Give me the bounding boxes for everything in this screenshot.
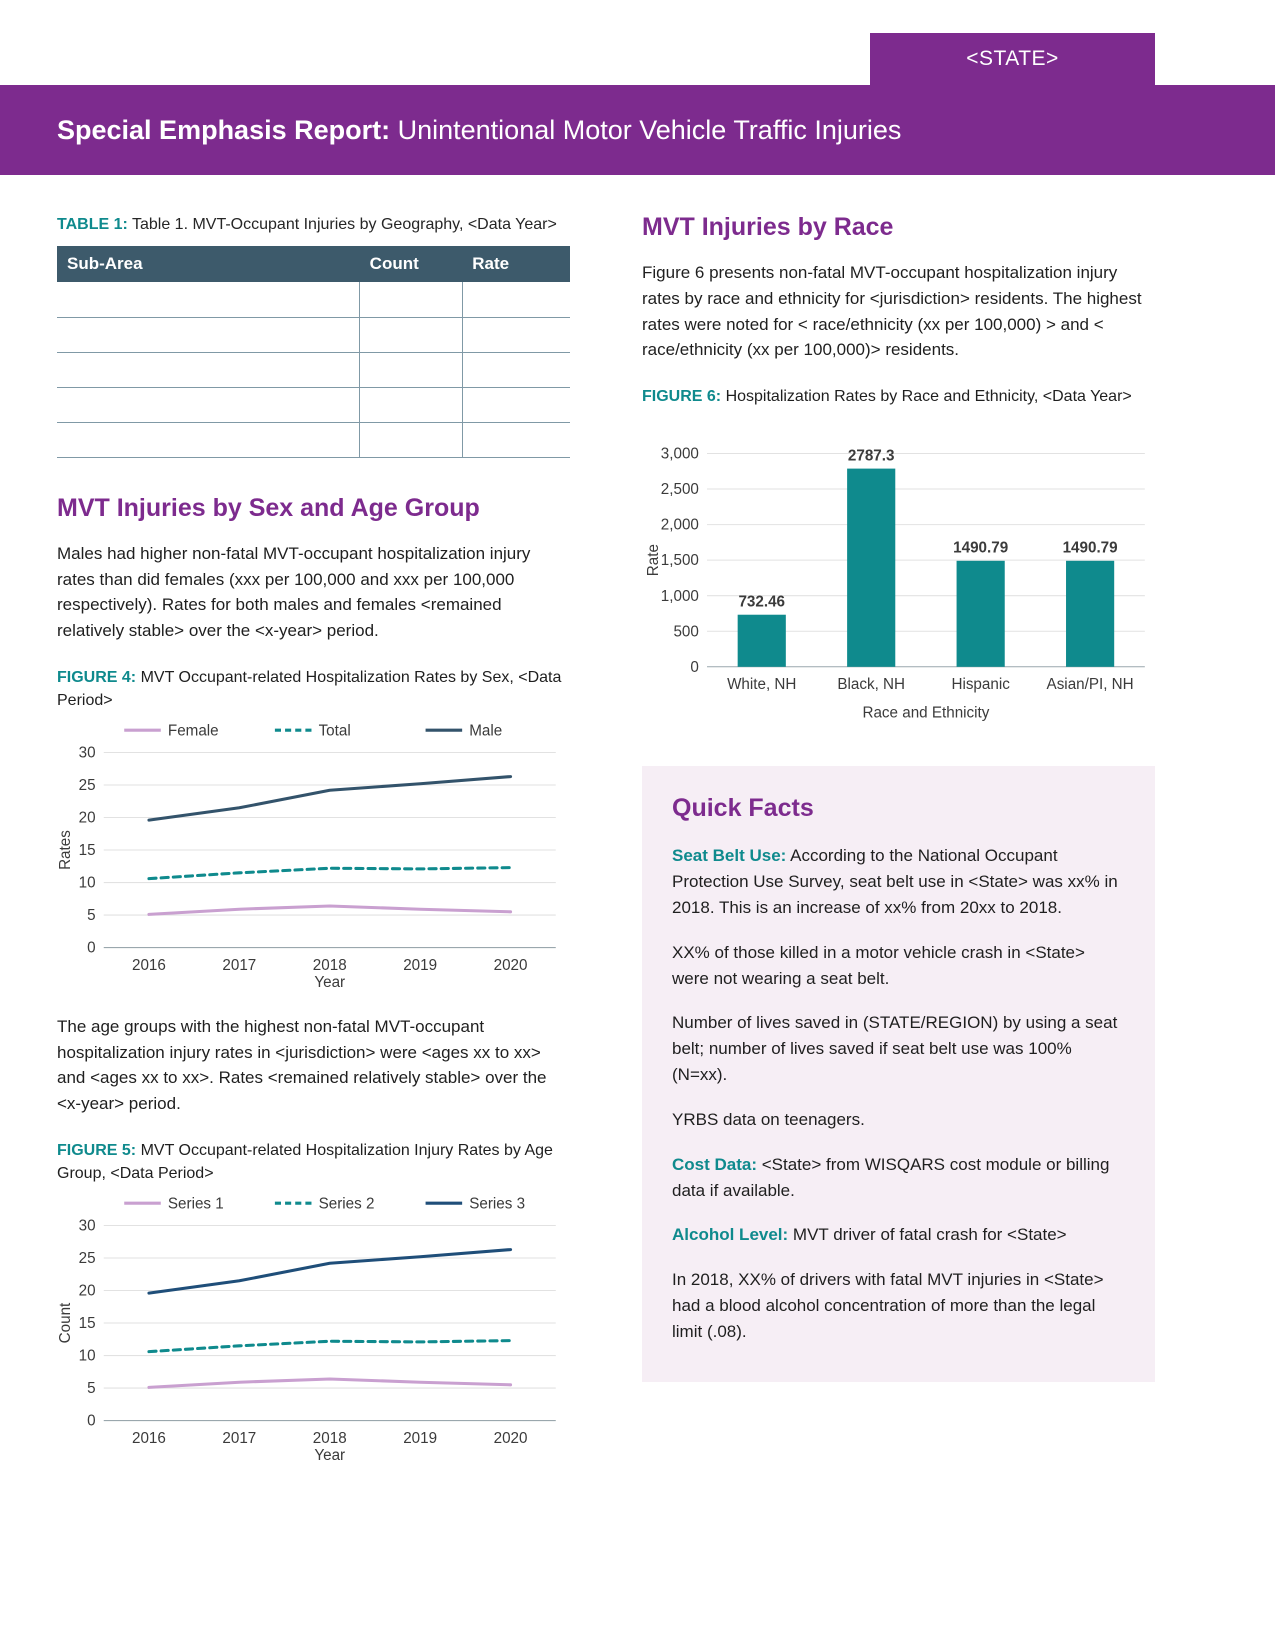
quick-fact-text: In 2018, XX% of drivers with fatal MVT injuries in <State> had a blood alcohol concentration of more than the legal limit (.08). <box>672 1270 1104 1341</box>
svg-text:2018: 2018 <box>312 1430 347 1448</box>
page-title <box>57 115 901 146</box>
figure5-caption <box>57 1139 570 1185</box>
svg-text:White, NH: White, NH <box>727 675 797 693</box>
table-cell <box>462 352 570 387</box>
svg-text:20: 20 <box>78 810 96 828</box>
page-header <box>0 0 1275 175</box>
figure5-label: FIGURE 5: <box>57 1141 137 1159</box>
quick-fact-item <box>672 1267 1125 1344</box>
svg-text:Year: Year <box>314 1447 346 1465</box>
svg-text:Series 2: Series 2 <box>318 1195 375 1213</box>
fig4-svg <box>57 718 570 994</box>
table-row <box>57 352 570 387</box>
table-row <box>57 422 570 457</box>
top-strip <box>0 0 1275 85</box>
svg-text:2017: 2017 <box>222 1430 257 1448</box>
figure4-caption-text: MVT Occupant-related Hospitalization Rates by Sex, <Data Period> <box>57 669 562 710</box>
svg-text:Black, NH: Black, NH <box>837 675 906 693</box>
title-banner <box>0 85 1275 175</box>
quick-fact-text: According to the National Occupant Protection Use Survey, seat belt use in <State> was xx% in 2018. This is an increase of xx% from 20xx to 2018. <box>672 846 1118 917</box>
svg-text:2018: 2018 <box>312 957 347 975</box>
table-cell <box>462 282 570 317</box>
state-tag: <STATE> <box>870 33 1155 85</box>
svg-text:10: 10 <box>78 875 96 893</box>
svg-text:Count: Count <box>57 1303 75 1344</box>
svg-text:Male: Male <box>469 722 503 740</box>
svg-text:15: 15 <box>78 1315 96 1333</box>
quick-fact-text: XX% of those killed in a motor vehicle crash in <State> were not wearing a seat belt. <box>672 942 1085 988</box>
section-heading-race: MVT Injuries by Race <box>642 213 894 241</box>
svg-text:Rate: Rate <box>645 543 663 576</box>
figure4-line-chart <box>57 718 570 999</box>
quick-facts-box <box>642 766 1155 1381</box>
fig6-svg <box>642 423 1155 728</box>
svg-text:5: 5 <box>87 907 96 925</box>
svg-text:Rates: Rates <box>57 830 75 871</box>
table-cell <box>360 352 463 387</box>
quick-fact-lead: Alcohol Level: <box>672 1225 789 1245</box>
table1-header-count: Count <box>360 246 463 282</box>
table-cell <box>57 422 360 457</box>
svg-text:2020: 2020 <box>493 957 528 975</box>
svg-text:0: 0 <box>690 658 699 676</box>
svg-text:1,500: 1,500 <box>660 551 699 569</box>
table-cell <box>360 422 463 457</box>
quick-fact-lead: Cost Data: <box>672 1154 758 1174</box>
figure6-caption-text: Hospitalization Rates by Race and Ethnicity, <Data Year> <box>721 388 1132 406</box>
figure6-caption <box>642 385 1155 408</box>
table-cell <box>57 282 360 317</box>
table1-caption <box>57 213 570 236</box>
quick-facts-heading: Quick Facts <box>672 794 814 823</box>
quick-fact-text: YRBS data on teenagers. <box>672 1109 865 1129</box>
table1-header-subarea: Sub-Area <box>57 246 360 282</box>
page-title-bold: Special Emphasis Report: <box>57 114 391 145</box>
svg-text:20: 20 <box>78 1282 96 1300</box>
content <box>0 175 1275 1513</box>
table1-body <box>57 282 570 457</box>
race-paragraph-1: Figure 6 presents non-fatal MVT-occupant hospitalization injury rates by race and ethnicity for <jurisdiction> residents. The highest rates were noted for < race/ethnicity (xx per 100,000) > and < race/ethnicity (xx per 100,000)> residents. <box>642 263 1142 360</box>
svg-text:2017: 2017 <box>222 957 257 975</box>
table1-header-row <box>57 246 570 282</box>
quick-fact-item <box>672 1107 1125 1133</box>
figure4-label: FIGURE 4: <box>57 669 137 686</box>
svg-text:Total: Total <box>318 722 351 740</box>
quick-fact-item <box>672 1222 1125 1248</box>
page-title-rest: Unintentional Motor Vehicle Traffic Injuries <box>390 114 902 145</box>
table-cell <box>462 387 570 422</box>
svg-text:732.46: 732.46 <box>738 593 786 611</box>
figure6-label: FIGURE 6: <box>642 388 722 406</box>
svg-text:3,000: 3,000 <box>660 445 699 463</box>
svg-text:Series 1: Series 1 <box>167 1195 224 1213</box>
table1-header-rate: Rate <box>462 246 570 282</box>
svg-text:2019: 2019 <box>403 957 438 975</box>
table-cell <box>57 387 360 422</box>
quick-fact-item <box>672 843 1125 920</box>
fig5-svg <box>57 1191 570 1467</box>
table-row <box>57 317 570 352</box>
svg-text:2016: 2016 <box>132 957 166 975</box>
svg-text:2,000: 2,000 <box>660 516 699 534</box>
svg-text:Asian/PI, NH: Asian/PI, NH <box>1046 675 1134 693</box>
figure5-line-chart <box>57 1191 570 1472</box>
table1-head <box>57 246 570 282</box>
table1-caption-text: Table 1. MVT-Occupant Injuries by Geography, <Data Year> <box>127 216 557 233</box>
svg-text:1490.79: 1490.79 <box>953 539 1009 557</box>
sex-age-paragraph-2: The age groups with the highest non-fatal MVT-occupant hospitalization injury rates in <jurisdiction> were <ages xx to xx> and <ages xx to xx>. Rates <remained relatively stable> over the <x-year> period. <box>57 1016 547 1114</box>
svg-text:Race and Ethnicity: Race and Ethnicity <box>862 704 990 722</box>
right-column <box>642 213 1155 1473</box>
svg-text:2020: 2020 <box>493 1430 528 1448</box>
figure4-caption <box>57 666 570 712</box>
svg-text:Female: Female <box>167 722 219 740</box>
quick-fact-text: MVT driver of fatal crash for <State> <box>788 1225 1067 1245</box>
section-heading-sex-age: MVT Injuries by Sex and Age Group <box>57 493 480 522</box>
figure6-bar-chart <box>642 423 1155 733</box>
svg-text:Hispanic: Hispanic <box>951 675 1010 693</box>
table-cell <box>360 387 463 422</box>
quick-fact-item <box>672 1152 1125 1204</box>
svg-text:0: 0 <box>87 940 96 958</box>
svg-text:Series 3: Series 3 <box>469 1195 526 1213</box>
table-cell <box>462 317 570 352</box>
table1 <box>57 246 570 458</box>
svg-text:2016: 2016 <box>132 1430 166 1448</box>
sex-age-paragraph-1: Males had higher non-fatal MVT-occupant hospitalization injury rates than did females (xxx per 100,000 and xxx per 100,000 respectively). Rates for both males and females <remained relatively stable> over the <x-year> period. <box>57 543 531 641</box>
quick-fact-item <box>672 1010 1125 1087</box>
table-row <box>57 387 570 422</box>
svg-text:Year: Year <box>314 974 346 992</box>
svg-text:500: 500 <box>673 622 699 640</box>
svg-text:0: 0 <box>87 1413 96 1431</box>
figure5-caption-text: MVT Occupant-related Hospitalization Injury Rates by Age Group, <Data Period> <box>57 1141 553 1183</box>
svg-text:2787.3: 2787.3 <box>847 446 895 464</box>
quick-fact-text: Number of lives saved in (STATE/REGION) by using a seat belt; number of lives saved if seat belt use was 100% (N=xx). <box>672 1013 1118 1085</box>
table-row <box>57 282 570 317</box>
table-cell <box>57 352 360 387</box>
svg-text:1490.79: 1490.79 <box>1062 539 1118 557</box>
svg-text:2019: 2019 <box>403 1430 438 1448</box>
svg-text:15: 15 <box>78 842 96 860</box>
svg-text:1,000: 1,000 <box>660 587 699 605</box>
svg-text:30: 30 <box>78 744 96 762</box>
svg-text:30: 30 <box>78 1217 96 1235</box>
svg-text:5: 5 <box>87 1380 96 1398</box>
table-cell <box>57 317 360 352</box>
table-cell <box>462 422 570 457</box>
table-cell <box>360 282 463 317</box>
table-cell <box>360 317 463 352</box>
quick-fact-text: <State> from WISQARS cost module or billing data if available. <box>672 1154 1110 1200</box>
svg-text:2,500: 2,500 <box>660 480 699 498</box>
quick-fact-item <box>672 940 1125 992</box>
svg-text:25: 25 <box>78 777 96 795</box>
left-column <box>57 213 570 1473</box>
svg-text:25: 25 <box>78 1250 96 1268</box>
table1-label: TABLE 1: <box>57 216 128 233</box>
quick-fact-lead: Seat Belt Use: <box>672 846 787 866</box>
svg-text:10: 10 <box>78 1347 96 1365</box>
